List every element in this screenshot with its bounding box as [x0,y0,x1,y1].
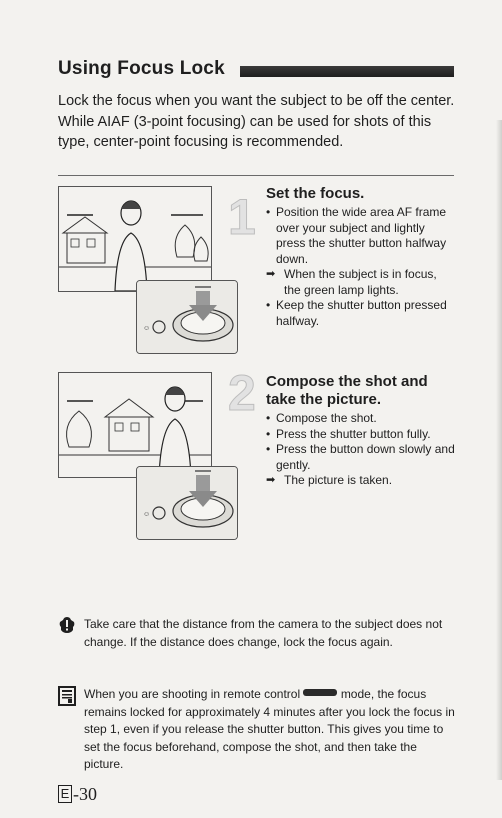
step-2-result-text: The picture is taken. [284,473,393,487]
page-number-value: -30 [73,784,97,804]
step-2-title: Compose the shot and take the picture. [266,373,428,408]
svg-text:☺: ☺ [143,325,151,332]
step-1-number: 1 [228,189,256,245]
remote-note-part-1: When you are shooting in remote control [84,687,301,701]
step-1-bullet-1: • Position the wide area AF frame over your subject and lightly press the shutter button halfway down. [266,205,456,267]
shutter-2-svg [137,467,237,539]
shutter-1-svg [137,281,237,353]
step-1-shutter-illustration [136,280,238,354]
intro-paragraph-1: Lock the focus when you want the subject to be off the center. [58,93,455,109]
intro-paragraph-2: While AIAF (3-point focusing) can be used for shots of this type, center-point focusing is recommended. [58,113,432,150]
step-1-bullet-2: • Keep the shutter button pressed halfway. [266,298,456,329]
step-2-bullet-2: • Press the shutter button fully. [266,427,456,443]
page-edge-shadow [496,120,502,780]
step-1-result [266,267,456,298]
step-1-result-text: When the subject is in focus, the green lamp lights. [284,267,437,297]
page-number [58,784,97,805]
caution-icon-svg [58,616,76,634]
scene-2-svg [59,373,211,477]
caution-icon [58,616,76,639]
intro-text [58,91,458,153]
page-letter: E [58,785,72,803]
caution-note: Take care that the distance from the camera to the subject does not change. If the distance does change, lock the focus again. [84,617,443,649]
step-2-number: 2 [228,365,256,421]
step-2-bullet-3: • Press the button down slowly and gently. [266,442,456,473]
svg-text:☺: ☺ [143,511,151,518]
remote-control-note [84,686,456,774]
section-title: Using Focus Lock [58,58,225,79]
memo-icon [58,686,76,711]
step-2-scene-illustration [58,372,212,478]
result-arrow-icon: ➡ [266,474,276,486]
step-2-body [266,411,456,489]
step-2-shutter-illustration [136,466,238,540]
step-1-body [266,205,456,329]
remote-note-part-2: mode, the focus remains locked for approximately 4 minutes after you lock the focus in step 1, even if you release the shutter button. This gives you time to set the focus beforehand, compose the shot, and then take the picture. [84,687,455,771]
scene-1-svg [59,187,211,291]
step-2-bullet-1: • Compose the shot. [266,411,456,427]
step-1-title: Set the focus. [266,185,365,202]
step-1-block [266,185,456,329]
result-arrow-icon: ➡ [266,268,276,280]
memo-icon-svg [58,686,76,706]
step-2-block [266,373,456,489]
title-bar-decoration [240,66,454,77]
remote-control-mode-icon [303,689,337,696]
step-2-result [266,473,456,489]
section-divider [58,175,454,176]
step-1-scene-illustration [58,186,212,292]
